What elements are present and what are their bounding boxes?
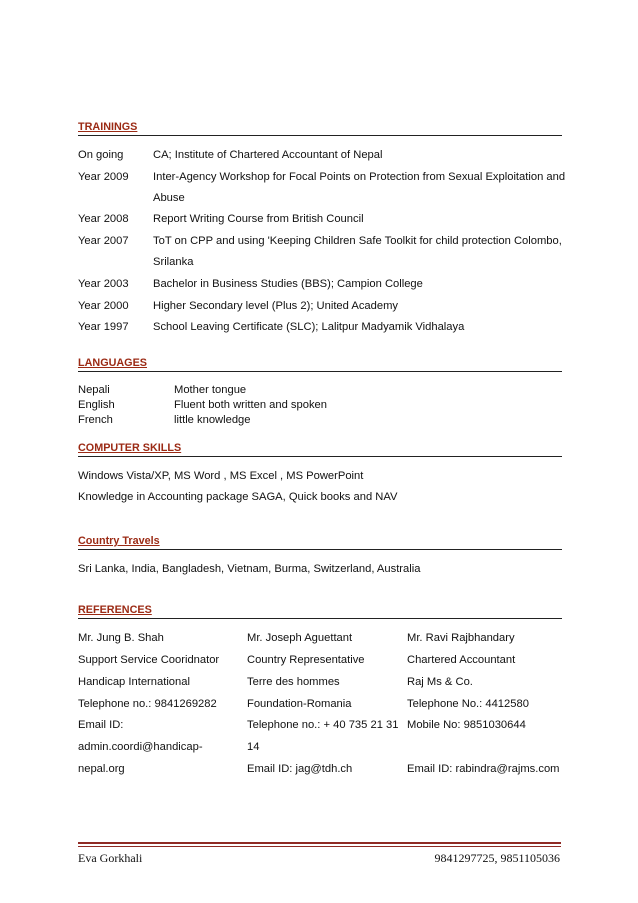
reference-2-organization: Terre des hommes <box>247 676 340 688</box>
reference-2-title: Country Representative <box>247 654 365 666</box>
training-text: Inter-Agency Workshop for Focal Points on Protection from Sexual Exploitation and <box>153 171 566 183</box>
language-level: little knowledge <box>174 414 251 426</box>
skill-line: Knowledge in Accounting package SAGA, Quick books and NAV <box>78 491 398 503</box>
footer-divider <box>78 842 561 844</box>
training-text: CA; Institute of Chartered Accountant of Nepal <box>153 149 383 161</box>
reference-1-organization: Handicap International <box>78 676 190 688</box>
reference-2-telephone-continued: 14 <box>247 741 260 753</box>
training-text-continued: Srilanka <box>153 256 194 268</box>
languages-heading: LANGUAGES <box>78 357 562 372</box>
training-text-continued: Abuse <box>153 192 185 204</box>
reference-2-organization-continued: Foundation-Romania <box>247 698 352 710</box>
language-level: Mother tongue <box>174 384 247 396</box>
reference-3-mobile: Mobile No: 9851030644 <box>407 719 526 731</box>
training-label: Year 2003 <box>78 278 129 290</box>
footer-divider <box>78 846 561 847</box>
reference-1-email: admin.coordi@handicap- <box>78 741 203 753</box>
reference-1-title: Support Service Cooridnator <box>78 654 220 666</box>
reference-1-email-label: Email ID: <box>78 719 124 731</box>
training-label: On going <box>78 149 124 161</box>
computer-skills-heading: COMPUTER SKILLS <box>78 442 562 457</box>
skill-line: Windows Vista/XP, MS Word , MS Excel , MS PowerPoint <box>78 470 364 482</box>
training-label: Year 2008 <box>78 213 129 225</box>
reference-1-telephone: Telephone no.: 9841269282 <box>78 698 217 710</box>
language-name: French <box>78 414 113 426</box>
training-text: Bachelor in Business Studies (BBS); Campion College <box>153 278 423 290</box>
training-label: Year 2009 <box>78 171 129 183</box>
trainings-heading: TRAININGS <box>78 121 562 136</box>
reference-3-name: Mr. Ravi Rajbhandary <box>407 632 515 644</box>
training-label: Year 2007 <box>78 235 129 247</box>
training-text: ToT on CPP and using 'Keeping Children Safe Toolkit for child protection Colombo, <box>153 235 562 247</box>
reference-3-email: Email ID: rabindra@rajms.com <box>407 763 560 775</box>
reference-3-title: Chartered Accountant <box>407 654 516 666</box>
references-heading: REFERENCES <box>78 604 562 619</box>
language-name: English <box>78 399 115 411</box>
reference-1-email-continued: nepal.org <box>78 763 125 775</box>
language-name: Nepali <box>78 384 110 396</box>
training-text: School Leaving Certificate (SLC); Lalitpur Madyamik Vidhalaya <box>153 321 465 333</box>
reference-2-name: Mr. Joseph Aguettant <box>247 632 353 644</box>
footer-phones: 9841297725, 9851105036 <box>434 851 560 865</box>
language-level: Fluent both written and spoken <box>174 399 327 411</box>
country-travels-heading: Country Travels <box>78 535 562 550</box>
reference-3-telephone: Telephone No.: 4412580 <box>407 698 529 710</box>
training-label: Year 1997 <box>78 321 129 333</box>
training-text: Higher Secondary level (Plus 2); United Academy <box>153 300 398 312</box>
training-label: Year 2000 <box>78 300 129 312</box>
travels-text: Sri Lanka, India, Bangladesh, Vietnam, Burma, Switzerland, Australia <box>78 563 421 575</box>
reference-2-telephone: Telephone no.: + 40 735 21 31 <box>247 719 399 731</box>
reference-1-name: Mr. Jung B. Shah <box>78 632 164 644</box>
footer-name: Eva Gorkhali <box>78 851 143 865</box>
training-text: Report Writing Course from British Council <box>153 213 364 225</box>
reference-2-email: Email ID: jag@tdh.ch <box>247 763 353 775</box>
reference-3-organization: Raj Ms & Co. <box>407 676 473 688</box>
